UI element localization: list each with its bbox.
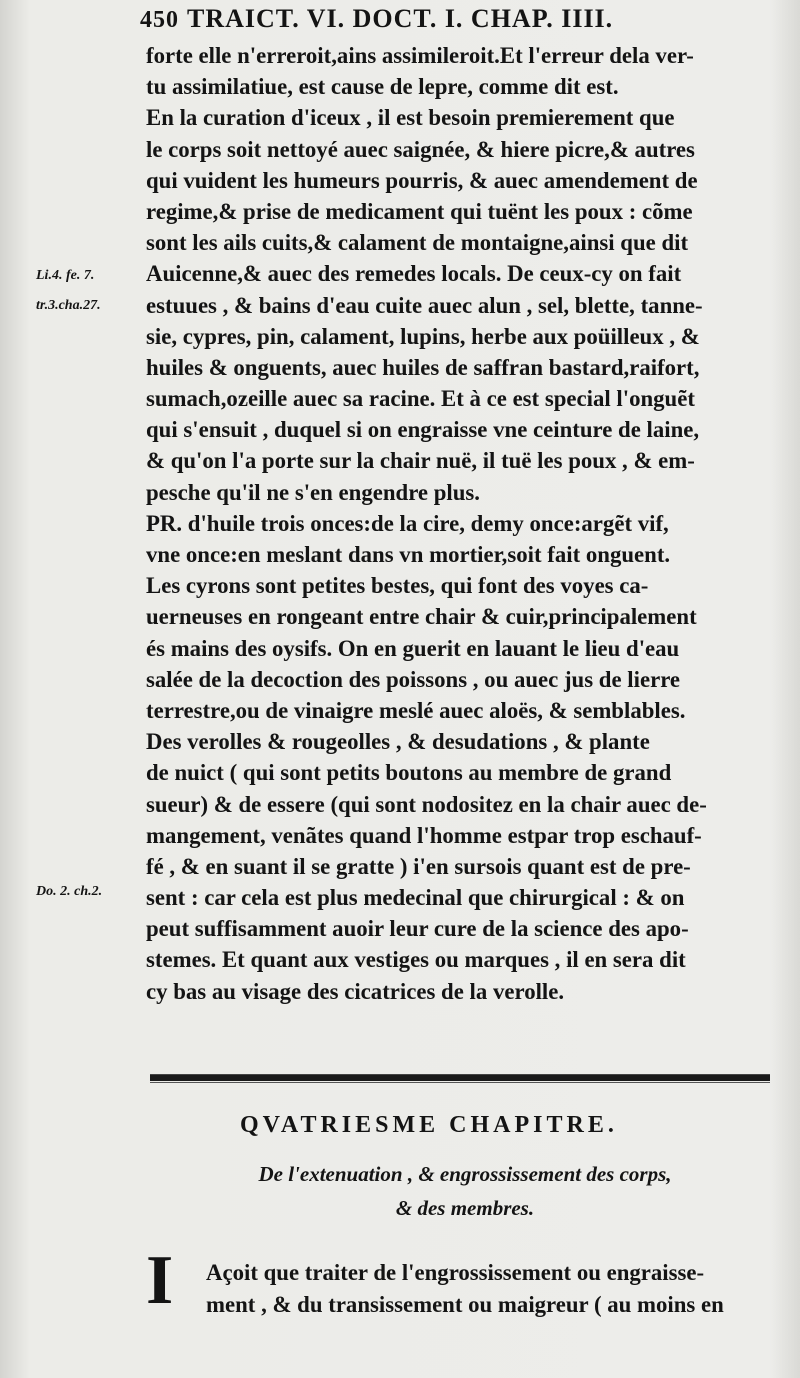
- text-line: sont les ails cuits,& calament de montaigne,ainsi que dit: [146, 230, 689, 256]
- text-line: tu assimilatiue, est cause de lepre, comme dit est.: [146, 74, 619, 100]
- body-text: [146, 40, 771, 1007]
- running-title: TRAICT. VI. DOCT. I. CHAP. IIII.: [187, 4, 614, 33]
- opening-line: ment , & du transissement ou maigreur ( au moins en: [206, 1292, 724, 1317]
- chapter-subtitle: & des membres.: [395, 1196, 535, 1220]
- text-line: uerneuses en rongeant entre chair & cuir,principalement: [146, 604, 697, 630]
- text-line: Des verolles & rougeolles , & desudations , & plante: [146, 729, 650, 755]
- chapter-subtitle: De l'extenuation , & engrossissement des corps,: [258, 1162, 672, 1186]
- text-line: huiles & onguents, auec huiles de saffran bastard,raifort,: [146, 354, 700, 380]
- sidenote: tr.3.cha.27.: [36, 298, 101, 313]
- text-line: sie, cypres, pin, calament, lupins, herbe aux poüilleux , &: [146, 323, 700, 349]
- running-header: [140, 4, 795, 40]
- page-number: 450: [140, 7, 179, 33]
- text-line: stemes. Et quant aux vestiges ou marques , il en sera dit: [146, 947, 686, 973]
- text-line: qui s'ensuit , duquel si on engraisse vne ceinture de laine,: [146, 417, 700, 443]
- text-line: Auicenne,& auec des remedes locals. De ceux-cy on fait: [146, 261, 682, 287]
- text-line: PR. d'huile trois onces:de la cire, demy once:argẽt vif,: [146, 510, 669, 536]
- section-rule-thin: [150, 1082, 770, 1083]
- text-line: sumach,ozeille auec sa racine. Et à ce est special l'onguẽt: [146, 386, 695, 412]
- text-line: salée de la decoction des poissons , ou auec jus de lierre: [146, 666, 681, 692]
- sidenote: Do. 2. ch.2.: [36, 884, 103, 899]
- text-line: estuues , & bains d'eau cuite auec alun , sel, blette, tanne-: [146, 292, 703, 318]
- text-line: terrestre,ou de vinaigre meslé auec aloës, & semblables.: [146, 697, 686, 723]
- text-line: peut suffisamment auoir leur cure de la science des apo-: [146, 916, 689, 942]
- drop-cap-initial: I: [146, 1242, 174, 1319]
- text-line: & qu'on l'a porte sur la chair nuë, il tuë les poux , & em-: [146, 448, 695, 474]
- text-line: és mains des oysifs. On en guerit en lauant le lieu d'eau: [146, 635, 680, 661]
- text-line: sueur) & de essere (qui sont nodositez en la chair auec de-: [146, 791, 707, 817]
- section-rule: [150, 1074, 770, 1081]
- text-line: Les cyrons sont petites bestes, qui font des voyes ca-: [146, 573, 649, 599]
- text-line: de nuict ( qui sont petits boutons au membre de grand: [146, 760, 672, 786]
- text-line: le corps soit nettoyé auec saignée, & hiere picre,& autres: [146, 136, 695, 162]
- text-line: En la curation d'iceux , il est besoin premierement que: [146, 105, 675, 131]
- text-line: pesche qu'il ne s'en engendre plus.: [146, 479, 480, 505]
- text-line: forte elle n'erreroit,ains assimileroit.Et l'erreur dela ver-: [146, 43, 694, 68]
- text-line: fé , & en suant il se gratte ) i'en sursois quant est de pre-: [146, 853, 691, 879]
- opening-line: Açoit que traiter de l'engrossissement ou engraisse-: [206, 1260, 705, 1285]
- sidenote: Li.4. fe. 7.: [36, 268, 95, 283]
- text-line: cy bas au visage des cicatrices de la verolle.: [146, 978, 565, 1004]
- text-line: mangement, venãtes quand l'homme estpar trop eschauf-: [146, 822, 702, 848]
- text-line: sent : car cela est plus medecinal que chirurgical : & on: [146, 885, 685, 911]
- chapter-title: QVATRIESME CHAPITRE.: [240, 1112, 618, 1138]
- text-line: vne once:en meslant dans vn mortier,soit fait onguent.: [146, 542, 671, 567]
- text-line: qui vuident les humeurs pourris, & auec amendement de: [146, 167, 698, 193]
- text-line: regime,& prise de medicament qui tuënt les poux : cõme: [146, 198, 693, 224]
